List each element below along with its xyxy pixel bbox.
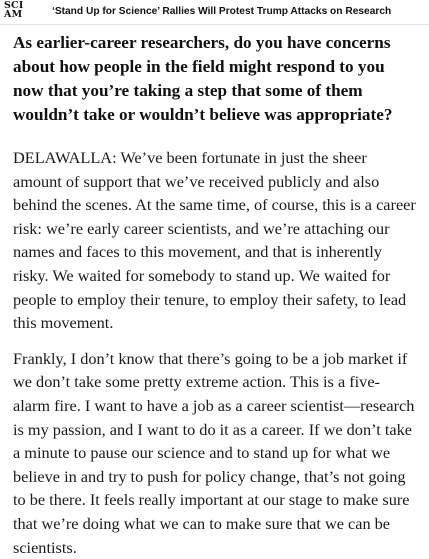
sciam-logo[interactable] (4, 1, 30, 19)
logo-line-1: SCI (4, 0, 24, 11)
interview-question: As earlier-career researchers, do you have concerns about how people in the field might respond to you now that you’re taking a step that some of them wouldn’t take or wouldn’t believe was appropriate? (13, 33, 393, 124)
top-navigation-bar (0, 0, 429, 25)
article-headline: ‘Stand Up for Science’ Rallies Will Protest Trump Attacks on Research (52, 6, 392, 17)
answer-paragraph-2: Frankly, I don’t know that there’s going to be a job market if we don’t take some pretty extreme action. This is a five-alarm fire. I want to have a job as a career scientist—research is my passion, and I want to do it as a career. If we don’t take a minute to pause our science and to stand up for what we believe in and try to push for policy change, that’s not going to be there. It feels really important at our stage to make sure that we’re doing what we can to make sure that we can be scientists. (13, 348, 415, 557)
article-body (13, 31, 417, 559)
logo-line-2: AM (4, 9, 23, 20)
answer-paragraph-1: DELAWALLA: We’ve been fortunate in just the sheer amount of support that we’ve received publicly and also behind the scenes. At the same time, of course, this is a career risk: we’re early career scientists, and we’re attaching our names and faces to this movement, and that is inherently risky. We waited for somebody to stand up. We waited for people to employ their tenure, to employ their safety, to lead this movement. (13, 148, 416, 333)
